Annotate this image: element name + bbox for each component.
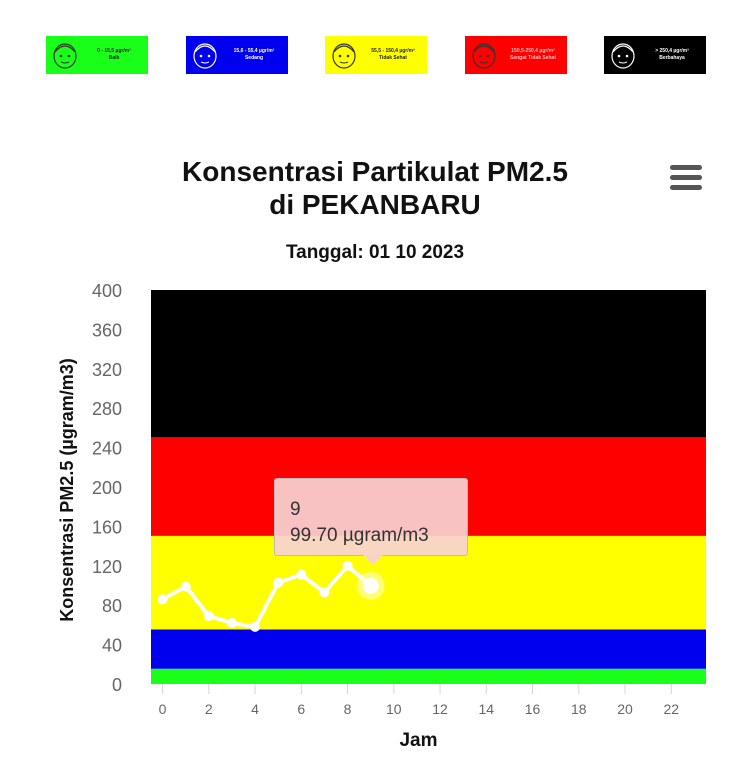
- tooltip-x: 9: [290, 499, 301, 520]
- y-tick-label: 160: [91, 517, 122, 538]
- tooltip-arrow: [363, 555, 383, 565]
- x-tick-label: 6: [297, 701, 306, 717]
- x-axis-label: Jam: [399, 730, 438, 751]
- aqi-band: [151, 629, 706, 668]
- x-tick-label: 14: [478, 701, 495, 717]
- legend-category: Tidak Sehat: [379, 55, 407, 61]
- y-tick-label: 120: [91, 556, 122, 577]
- face-icon: [469, 40, 499, 70]
- x-tick-label: 4: [251, 701, 259, 717]
- chart-title: [0, 155, 750, 221]
- y-axis-label: Konsentrasi PM2.5 (µgram/m3): [57, 358, 77, 622]
- legend-item: [604, 36, 706, 74]
- aqi-band: [151, 669, 706, 684]
- aqi-band: [151, 290, 706, 437]
- data-point: [319, 587, 329, 597]
- face-icon: [50, 40, 80, 70]
- x-tick-label: 12: [432, 701, 448, 717]
- legend-text: [220, 48, 288, 62]
- legend-item: [46, 36, 148, 74]
- y-tick-label: 280: [91, 399, 122, 420]
- legend-item: [186, 36, 288, 74]
- legend-range: 55,5 - 150,4 µgr/m³: [371, 48, 415, 54]
- data-point: [158, 594, 168, 604]
- legend-text: [499, 48, 567, 62]
- data-point: [273, 578, 283, 588]
- face-icon: [608, 40, 638, 70]
- data-point: [343, 561, 353, 571]
- y-tick-label: 40: [101, 635, 122, 656]
- x-tick-label: 18: [571, 701, 587, 717]
- x-tick-label: 2: [204, 701, 213, 717]
- x-tick-label: 16: [524, 701, 541, 717]
- highlight-point: [363, 578, 379, 594]
- data-point: [181, 581, 191, 591]
- legend-text: [359, 48, 427, 62]
- tooltip-value: 99.70 µgram/m3: [290, 525, 429, 546]
- aqi-legend: [0, 36, 750, 74]
- y-tick-label: 240: [91, 438, 122, 459]
- menu-bar: [670, 185, 702, 190]
- legend-text: [638, 48, 706, 62]
- y-tick-label: 360: [91, 320, 122, 341]
- data-point: [204, 611, 214, 621]
- legend-item: [465, 36, 567, 74]
- legend-category: Sedang: [244, 55, 264, 61]
- legend-item: [325, 36, 427, 74]
- legend-range: 0 - 15,5 µgr/m³: [97, 48, 131, 54]
- y-tick-label: 200: [91, 478, 122, 498]
- x-tick-label: 8: [343, 701, 352, 717]
- data-point: [250, 622, 260, 632]
- y-tick-label: 80: [101, 596, 122, 617]
- face-icon: [190, 40, 220, 70]
- legend-range: 15,6 - 55,4 µgr/m³: [233, 48, 275, 54]
- legend-category: Sangat Tidak Sehat: [509, 55, 557, 61]
- hamburger-menu-icon[interactable]: [670, 165, 702, 191]
- x-tick-label: 0: [158, 701, 167, 717]
- chart-subtitle: Tanggal: 01 10 2023: [285, 242, 465, 263]
- data-point: [296, 570, 306, 580]
- chart-title-line1: Konsentrasi Partikulat PM2.5: [182, 156, 568, 187]
- x-tick-label: 20: [617, 701, 633, 717]
- y-tick-label: 320: [91, 359, 122, 380]
- face-icon: [329, 40, 359, 70]
- x-tick-label: 10: [386, 701, 402, 717]
- menu-bar: [670, 165, 702, 170]
- chart-tooltip: [274, 478, 468, 556]
- chart-title-line2: di PEKANBARU: [269, 189, 481, 220]
- legend-category: Berbahaya: [659, 55, 685, 61]
- legend-range: 150,5-250,4 µgr/m³: [511, 48, 555, 54]
- y-tick-label: 400: [91, 281, 122, 301]
- data-point: [227, 618, 237, 628]
- legend-category: Baik: [108, 55, 120, 61]
- legend-text: [80, 48, 148, 62]
- y-tick-label: 0: [111, 675, 122, 695]
- menu-bar: [670, 175, 702, 180]
- legend-range: > 250,4 µgr/m³: [655, 48, 689, 54]
- x-tick-label: 22: [663, 701, 680, 717]
